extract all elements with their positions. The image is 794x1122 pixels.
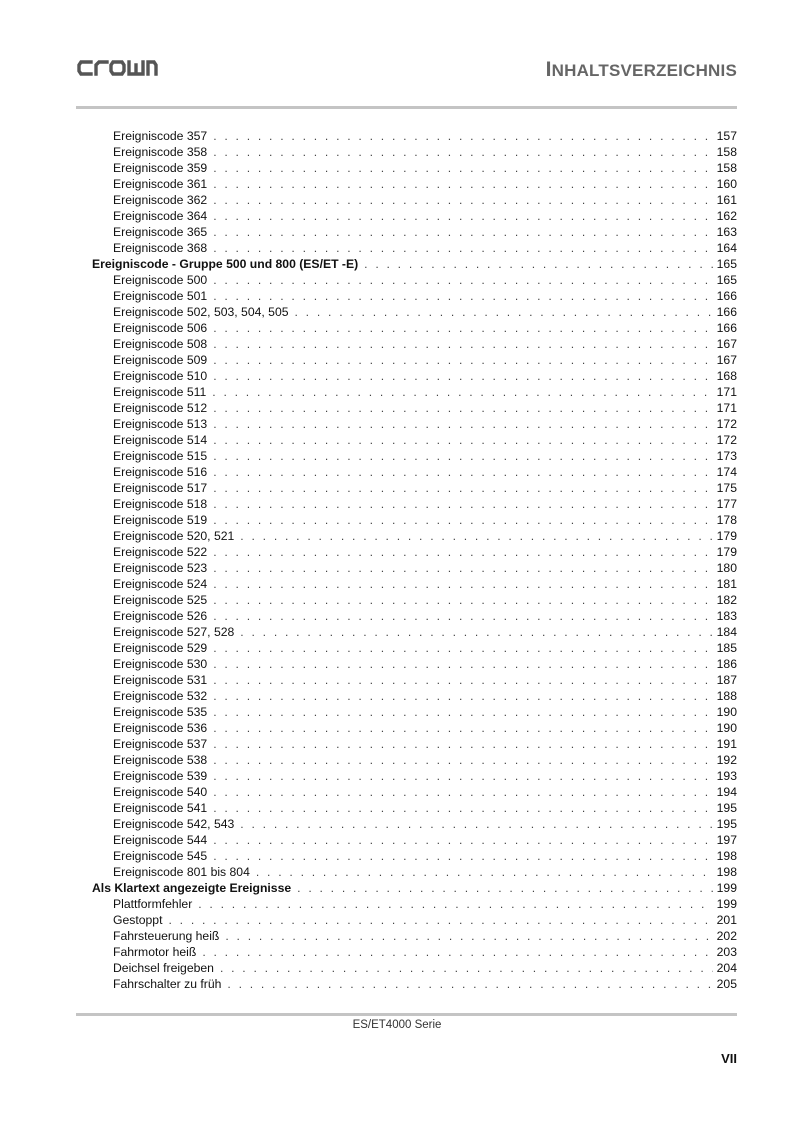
header-divider — [76, 106, 737, 109]
dot-leader — [213, 416, 712, 432]
dot-leader — [213, 320, 712, 336]
toc-entry-page: 188 — [716, 689, 737, 703]
dot-leader — [220, 960, 713, 976]
toc-entry-page: 173 — [716, 449, 737, 463]
toc-entry-title: Ereigniscode 519 — [113, 513, 208, 527]
toc-entry-page: 161 — [716, 193, 737, 207]
dot-leader — [213, 464, 712, 480]
toc-entry-page: 168 — [716, 369, 737, 383]
toc-entry[interactable] — [92, 768, 737, 784]
toc-entry-title: Ereigniscode 525 — [113, 593, 208, 607]
dot-leader — [213, 128, 712, 144]
toc-entry-page: 203 — [716, 945, 737, 959]
toc-entry-page: 198 — [716, 849, 737, 863]
toc-entry-page: 191 — [716, 737, 737, 751]
toc-entry-title: Ereigniscode 527, 528 — [113, 625, 235, 639]
toc-entry-page: 158 — [716, 161, 737, 175]
toc-entry-page: 204 — [716, 961, 737, 975]
dot-leader — [240, 624, 712, 640]
toc-entry-title: Ereigniscode 500 — [113, 273, 208, 287]
toc-entry[interactable] — [92, 496, 737, 512]
toc-entry-page: 175 — [716, 481, 737, 495]
dot-leader — [295, 304, 713, 320]
toc-entry-page: 165 — [716, 273, 737, 287]
toc-entry-title: Ereigniscode 515 — [113, 449, 208, 463]
toc-entry[interactable] — [92, 448, 737, 464]
footer-divider — [76, 1013, 737, 1016]
dot-leader — [213, 688, 712, 704]
toc-entry-page: 195 — [716, 817, 737, 831]
toc-entry-title: Ereigniscode 541 — [113, 801, 208, 815]
toc-entry-page: 166 — [716, 321, 737, 335]
toc-entry[interactable] — [92, 864, 737, 880]
toc-entry-title: Gestoppt — [113, 913, 163, 927]
dot-leader — [213, 544, 712, 560]
dot-leader — [213, 704, 712, 720]
dot-leader — [213, 800, 712, 816]
toc-entry-title: Plattformfehler — [113, 897, 193, 911]
toc-entry-title: Ereigniscode 506 — [113, 321, 208, 335]
dot-leader — [256, 864, 713, 880]
toc-entry-page: 197 — [716, 833, 737, 847]
toc-entry[interactable] — [92, 720, 737, 736]
section-title-initial: I — [545, 58, 552, 81]
toc-entry[interactable] — [92, 272, 737, 288]
dot-leader — [213, 144, 712, 160]
toc-entry[interactable] — [92, 832, 737, 848]
toc-entry[interactable] — [92, 144, 737, 160]
toc-entry-page: 186 — [716, 657, 737, 671]
toc-entry-title: Ereigniscode 368 — [113, 241, 208, 255]
toc-entry-page: 182 — [716, 593, 737, 607]
dot-leader — [364, 256, 713, 272]
toc-entry-page: 167 — [716, 337, 737, 351]
toc-entry[interactable] — [92, 784, 737, 800]
toc-entry-title: Ereigniscode 522 — [113, 545, 208, 559]
dot-leader — [227, 976, 712, 992]
dot-leader — [213, 496, 712, 512]
dot-leader — [213, 656, 712, 672]
toc-entry-page: 171 — [716, 385, 737, 399]
toc-entry-title: Ereigniscode 532 — [113, 689, 208, 703]
toc-entry-page: 185 — [716, 641, 737, 655]
toc-entry-title: Ereigniscode 540 — [113, 785, 208, 799]
toc-entry-title: Ereigniscode 512 — [113, 401, 208, 415]
toc-entry-title: Ereigniscode 365 — [113, 225, 208, 239]
dot-leader — [213, 720, 712, 736]
dot-leader — [240, 528, 712, 544]
toc-entry[interactable] — [92, 176, 737, 192]
dot-leader — [213, 752, 712, 768]
toc-entry[interactable] — [92, 160, 737, 176]
toc-entry-title: Ereigniscode 510 — [113, 369, 208, 383]
toc-entry-title: Ereigniscode 538 — [113, 753, 208, 767]
table-of-contents — [92, 128, 737, 992]
page-number: VII — [721, 1051, 737, 1066]
dot-leader — [213, 272, 712, 288]
toc-entry-page: 199 — [716, 881, 737, 895]
toc-entry-title: Deichsel freigeben — [113, 961, 214, 975]
toc-entry[interactable] — [92, 960, 737, 976]
toc-entry-page: 177 — [716, 497, 737, 511]
toc-entry[interactable] — [92, 816, 737, 832]
toc-entry[interactable] — [92, 928, 737, 944]
toc-entry[interactable] — [92, 304, 737, 320]
toc-entry-page: 190 — [716, 721, 737, 735]
toc-entry[interactable] — [92, 208, 737, 224]
dot-leader — [212, 384, 712, 400]
toc-entry[interactable] — [92, 736, 737, 752]
toc-entry-title: Ereigniscode 545 — [113, 849, 208, 863]
toc-entry-title: Ereigniscode 511 — [113, 385, 207, 399]
dot-leader — [213, 176, 712, 192]
dot-leader — [297, 880, 713, 896]
toc-entry-title: Ereigniscode 514 — [113, 433, 208, 447]
toc-entry-title: Ereigniscode 542, 543 — [113, 817, 235, 831]
toc-entry-title: Ereigniscode 539 — [113, 769, 208, 783]
toc-entry-page: 174 — [716, 465, 737, 479]
toc-entry[interactable] — [92, 432, 737, 448]
toc-entry[interactable] — [92, 800, 737, 816]
dot-leader — [213, 368, 712, 384]
dot-leader — [213, 160, 712, 176]
crown-logo — [76, 56, 158, 78]
toc-entry-title: Fahrmotor heiß — [113, 945, 197, 959]
toc-entry[interactable] — [92, 560, 737, 576]
toc-entry-page: 166 — [716, 305, 737, 319]
toc-entry-title: Fahrschalter zu früh — [113, 977, 222, 991]
toc-entry-page: 163 — [716, 225, 737, 239]
dot-leader — [213, 576, 712, 592]
toc-entry[interactable] — [92, 192, 737, 208]
dot-leader — [213, 672, 712, 688]
toc-entry-title: Ereigniscode 364 — [113, 209, 208, 223]
toc-entry-page: 202 — [716, 929, 737, 943]
footer-series-label: ES/ET4000 Serie — [352, 1019, 442, 1031]
dot-leader — [213, 832, 712, 848]
toc-entry[interactable] — [92, 464, 737, 480]
toc-entry[interactable] — [92, 752, 737, 768]
toc-entry-page: 158 — [716, 145, 737, 159]
toc-entry[interactable] — [92, 688, 737, 704]
toc-entry-page: 201 — [716, 913, 737, 927]
toc-entry-page: 179 — [716, 545, 737, 559]
toc-entry[interactable] — [92, 288, 737, 304]
toc-section-entry[interactable] — [92, 256, 737, 272]
toc-entry[interactable] — [92, 640, 737, 656]
dot-leader — [213, 848, 712, 864]
toc-entry-title: Ereigniscode 509 — [113, 353, 208, 367]
toc-entry-page: 184 — [716, 625, 737, 639]
dot-leader — [213, 224, 712, 240]
dot-leader — [213, 640, 712, 656]
dot-leader — [213, 608, 712, 624]
toc-entry-page: 192 — [716, 753, 737, 767]
toc-entry-page: 190 — [716, 705, 737, 719]
toc-entry[interactable] — [92, 608, 737, 624]
toc-entry-title: Ereigniscode 535 — [113, 705, 208, 719]
toc-entry[interactable] — [92, 512, 737, 528]
toc-entry[interactable] — [92, 528, 737, 544]
toc-entry-title: Als Klartext angezeigte Ereignisse — [92, 881, 292, 895]
toc-entry[interactable] — [92, 944, 737, 960]
dot-leader — [213, 336, 712, 352]
toc-entry[interactable] — [92, 320, 737, 336]
toc-entry-page: 180 — [716, 561, 737, 575]
toc-entry-page: 194 — [716, 785, 737, 799]
toc-entry[interactable] — [92, 240, 737, 256]
toc-entry-title: Ereigniscode 501 — [113, 289, 208, 303]
toc-entry[interactable] — [92, 544, 737, 560]
dot-leader — [213, 192, 712, 208]
toc-entry-title: Ereigniscode 526 — [113, 609, 208, 623]
dot-leader — [213, 592, 712, 608]
toc-entry-title: Fahrsteuerung heiß — [113, 929, 220, 943]
toc-entry[interactable] — [92, 896, 737, 912]
toc-entry-title: Ereigniscode 801 bis 804 — [113, 865, 250, 879]
toc-entry-page: 171 — [716, 401, 737, 415]
toc-entry[interactable] — [92, 848, 737, 864]
toc-entry[interactable] — [92, 400, 737, 416]
toc-entry-title: Ereigniscode 536 — [113, 721, 208, 735]
toc-entry[interactable] — [92, 576, 737, 592]
toc-entry[interactable] — [92, 224, 737, 240]
toc-entry-page: 162 — [716, 209, 737, 223]
dot-leader — [213, 512, 712, 528]
dot-leader — [213, 784, 712, 800]
toc-entry[interactable] — [92, 912, 737, 928]
toc-entry[interactable] — [92, 976, 737, 992]
toc-entry-page: 166 — [716, 289, 737, 303]
dot-leader — [213, 352, 712, 368]
toc-entry-title: Ereigniscode 362 — [113, 193, 208, 207]
dot-leader — [213, 448, 712, 464]
toc-entry-page: 195 — [716, 801, 737, 815]
toc-entry-page: 179 — [716, 529, 737, 543]
toc-entry[interactable] — [92, 368, 737, 384]
toc-entry-page: 160 — [716, 177, 737, 191]
toc-entry-title: Ereigniscode 518 — [113, 497, 208, 511]
toc-entry[interactable] — [92, 480, 737, 496]
dot-leader — [213, 400, 712, 416]
dot-leader — [213, 768, 712, 784]
toc-entry[interactable] — [92, 384, 737, 400]
toc-entry-page: 205 — [716, 977, 737, 991]
toc-entry-title: Ereigniscode 537 — [113, 737, 208, 751]
toc-entry[interactable] — [92, 672, 737, 688]
toc-entry-page: 172 — [716, 417, 737, 431]
dot-leader — [213, 240, 712, 256]
dot-leader — [198, 896, 712, 912]
toc-entry-title: Ereigniscode 508 — [113, 337, 208, 351]
toc-entry-title: Ereigniscode 513 — [113, 417, 208, 431]
toc-entry[interactable] — [92, 656, 737, 672]
dot-leader — [213, 208, 712, 224]
toc-entry-title: Ereigniscode 517 — [113, 481, 208, 495]
toc-entry-page: 193 — [716, 769, 737, 783]
document-section-title — [546, 58, 737, 82]
dot-leader — [168, 912, 712, 928]
toc-entry-title: Ereigniscode 531 — [113, 673, 208, 687]
toc-entry-title: Ereigniscode 530 — [113, 657, 208, 671]
toc-entry[interactable] — [92, 336, 737, 352]
toc-entry-title: Ereigniscode 516 — [113, 465, 208, 479]
toc-entry-title: Ereigniscode 529 — [113, 641, 208, 655]
toc-entry-page: 178 — [716, 513, 737, 527]
dot-leader — [213, 560, 712, 576]
section-title-rest: NHALTSVERZEICHNIS — [551, 61, 737, 80]
dot-leader — [213, 480, 712, 496]
toc-entry-title: Ereigniscode 520, 521 — [113, 529, 235, 543]
toc-entry[interactable] — [92, 704, 737, 720]
toc-entry[interactable] — [92, 416, 737, 432]
toc-entry[interactable] — [92, 352, 737, 368]
toc-entry-title: Ereigniscode 358 — [113, 145, 208, 159]
toc-entry-page: 172 — [716, 433, 737, 447]
toc-entry-page: 199 — [716, 897, 737, 911]
dot-leader — [225, 928, 712, 944]
toc-entry-page: 181 — [716, 577, 737, 591]
toc-entry-title: Ereigniscode 361 — [113, 177, 208, 191]
toc-entry-title: Ereigniscode 544 — [113, 833, 208, 847]
toc-entry-title: Ereigniscode 523 — [113, 561, 208, 575]
toc-entry-page: 165 — [716, 257, 737, 271]
dot-leader — [240, 816, 712, 832]
toc-entry-page: 198 — [716, 865, 737, 879]
dot-leader — [213, 736, 712, 752]
toc-entry-title: Ereigniscode 359 — [113, 161, 208, 175]
toc-entry-title: Ereigniscode 357 — [113, 129, 208, 143]
toc-entry-page: 183 — [716, 609, 737, 623]
toc-entry[interactable] — [92, 592, 737, 608]
toc-entry-title: Ereigniscode 524 — [113, 577, 208, 591]
toc-entry[interactable] — [92, 624, 737, 640]
toc-entry-title: Ereigniscode 502, 503, 504, 505 — [113, 305, 289, 319]
dot-leader — [202, 944, 712, 960]
toc-entry-page: 164 — [716, 241, 737, 255]
dot-leader — [213, 288, 712, 304]
toc-entry-page: 167 — [716, 353, 737, 367]
toc-entry[interactable] — [92, 128, 737, 144]
toc-entry-title: Ereigniscode - Gruppe 500 und 800 (ES/ET -E) — [92, 257, 359, 271]
toc-entry-page: 187 — [716, 673, 737, 687]
toc-section-entry[interactable] — [92, 880, 737, 896]
dot-leader — [213, 432, 712, 448]
toc-entry-page: 157 — [716, 129, 737, 143]
